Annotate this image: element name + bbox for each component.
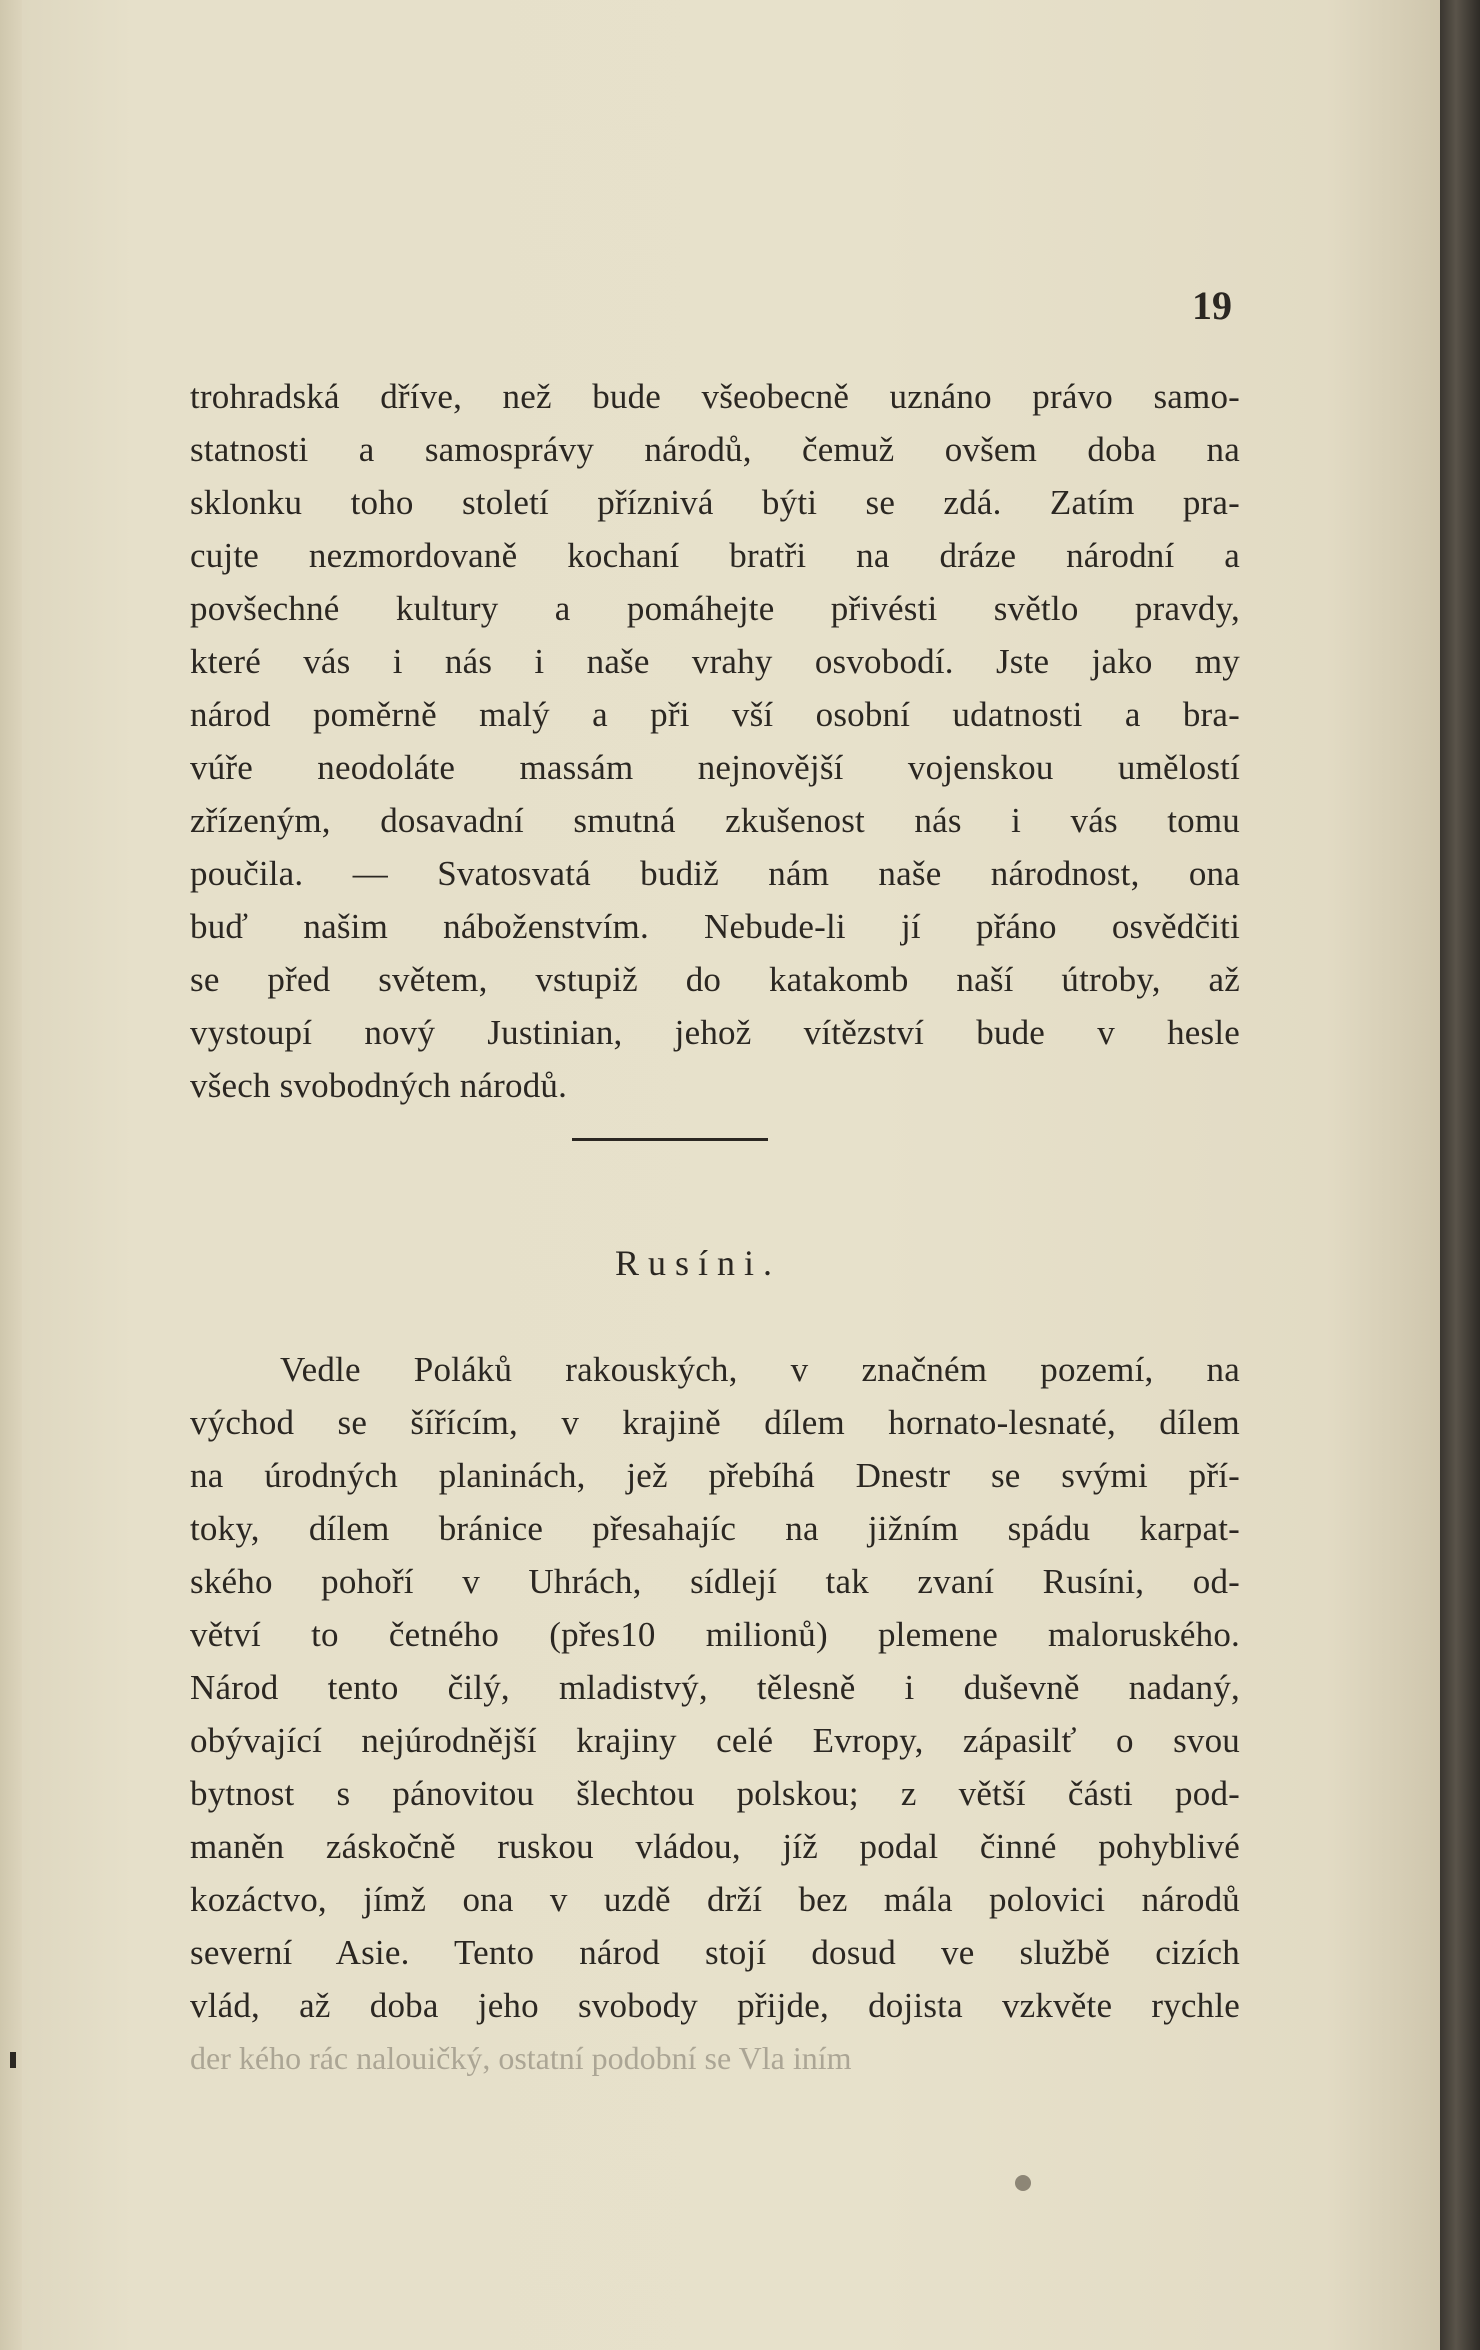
text-line: bytnost s pánovitou šlechtou polskou; z větší části pod- (190, 1774, 1240, 1813)
text-line: povšechné kultury a pomáhejte přivésti světlo pravdy, (190, 589, 1240, 628)
text-line: cujte nezmordovaně kochaní bratři na dráze národní a (190, 536, 1240, 575)
text-line: národ poměrně malý a při vší osobní udatnosti a bra- (190, 695, 1240, 734)
text-line: buď našim náboženstvím. Nebude-li jí přáno osvědčiti (190, 907, 1240, 946)
text-line: trohradská dříve, než bude všeobecně uznáno právo samo- (190, 377, 1240, 416)
page-number: 19 (1192, 283, 1232, 328)
text-block (190, 370, 1240, 1112)
bleed-through-text: der kého rác nalouičký, ostatní podobní se Vla iním (190, 2040, 852, 2076)
text-line: kozáctvo, jímž ona v uzdě drží bez mála polovici národů (190, 1880, 1240, 1919)
text-line: ského pohoří v Uhrách, sídlejí tak zvaní Rusíni, od- (190, 1562, 1240, 1601)
section-divider (572, 1138, 768, 1141)
text-line: východ se šířícím, v krajině dílem hornato-lesnaté, dílem (190, 1403, 1240, 1442)
text-line: zřízeným, dosavadní smutná zkušenost nás i vás tomu (190, 801, 1240, 840)
text-line: všech svobodných národů. (190, 1066, 568, 1105)
book-binding-edge (1440, 0, 1480, 2350)
margin-mark (10, 2052, 16, 2068)
text-line: Vedle Poláků rakouských, v značném pozemí, na (280, 1350, 1240, 1389)
text-line: poučila. — Svatosvatá budiž nám naše národnost, ona (190, 854, 1240, 893)
text-line: sklonku toho století příznivá býti se zdá. Zatím pra- (190, 483, 1240, 522)
ink-spot (1015, 2175, 1031, 2191)
section-heading: Rusíni. (615, 1243, 782, 1283)
paragraph-1 (190, 370, 1240, 1112)
text-line: vystoupí nový Justinian, jehož vítězství bude v hesle (190, 1013, 1240, 1052)
text-line: na úrodných planinách, jež přebíhá Dnestr se svými pří- (190, 1456, 1240, 1495)
text-line: vlád, až doba jeho svobody přijde, dojista vzkvěte rychle (190, 1986, 1240, 2025)
text-block-2 (190, 1343, 1240, 2032)
paragraph-2 (190, 1343, 1240, 2032)
text-line: Národ tento čilý, mladistvý, tělesně i duševně nadaný, (190, 1668, 1240, 1707)
text-line: maněn záskočně ruskou vládou, jíž podal činné pohyblivé (190, 1827, 1240, 1866)
text-line: vúře neodoláte massám nejnovější vojenskou umělostí (190, 748, 1240, 787)
text-line: toky, dílem bránice přesahajíc na jižním spádu karpat- (190, 1509, 1240, 1548)
text-line: se před světem, vstupiž do katakomb naší útroby, až (190, 960, 1240, 999)
left-page-edge (0, 0, 22, 2350)
text-line: statnosti a samosprávy národů, čemuž ovšem doba na (190, 430, 1240, 469)
text-line: větví to četného (přes10 milionů) plemene maloruského. (190, 1615, 1240, 1654)
text-line: které vás i nás i naše vrahy osvobodí. Jste jako my (190, 642, 1240, 681)
text-line: severní Asie. Tento národ stojí dosud ve službě cizích (190, 1933, 1240, 1972)
text-line: obývající nejúrodnější krajiny celé Evropy, zápasilť o svou (190, 1721, 1240, 1760)
